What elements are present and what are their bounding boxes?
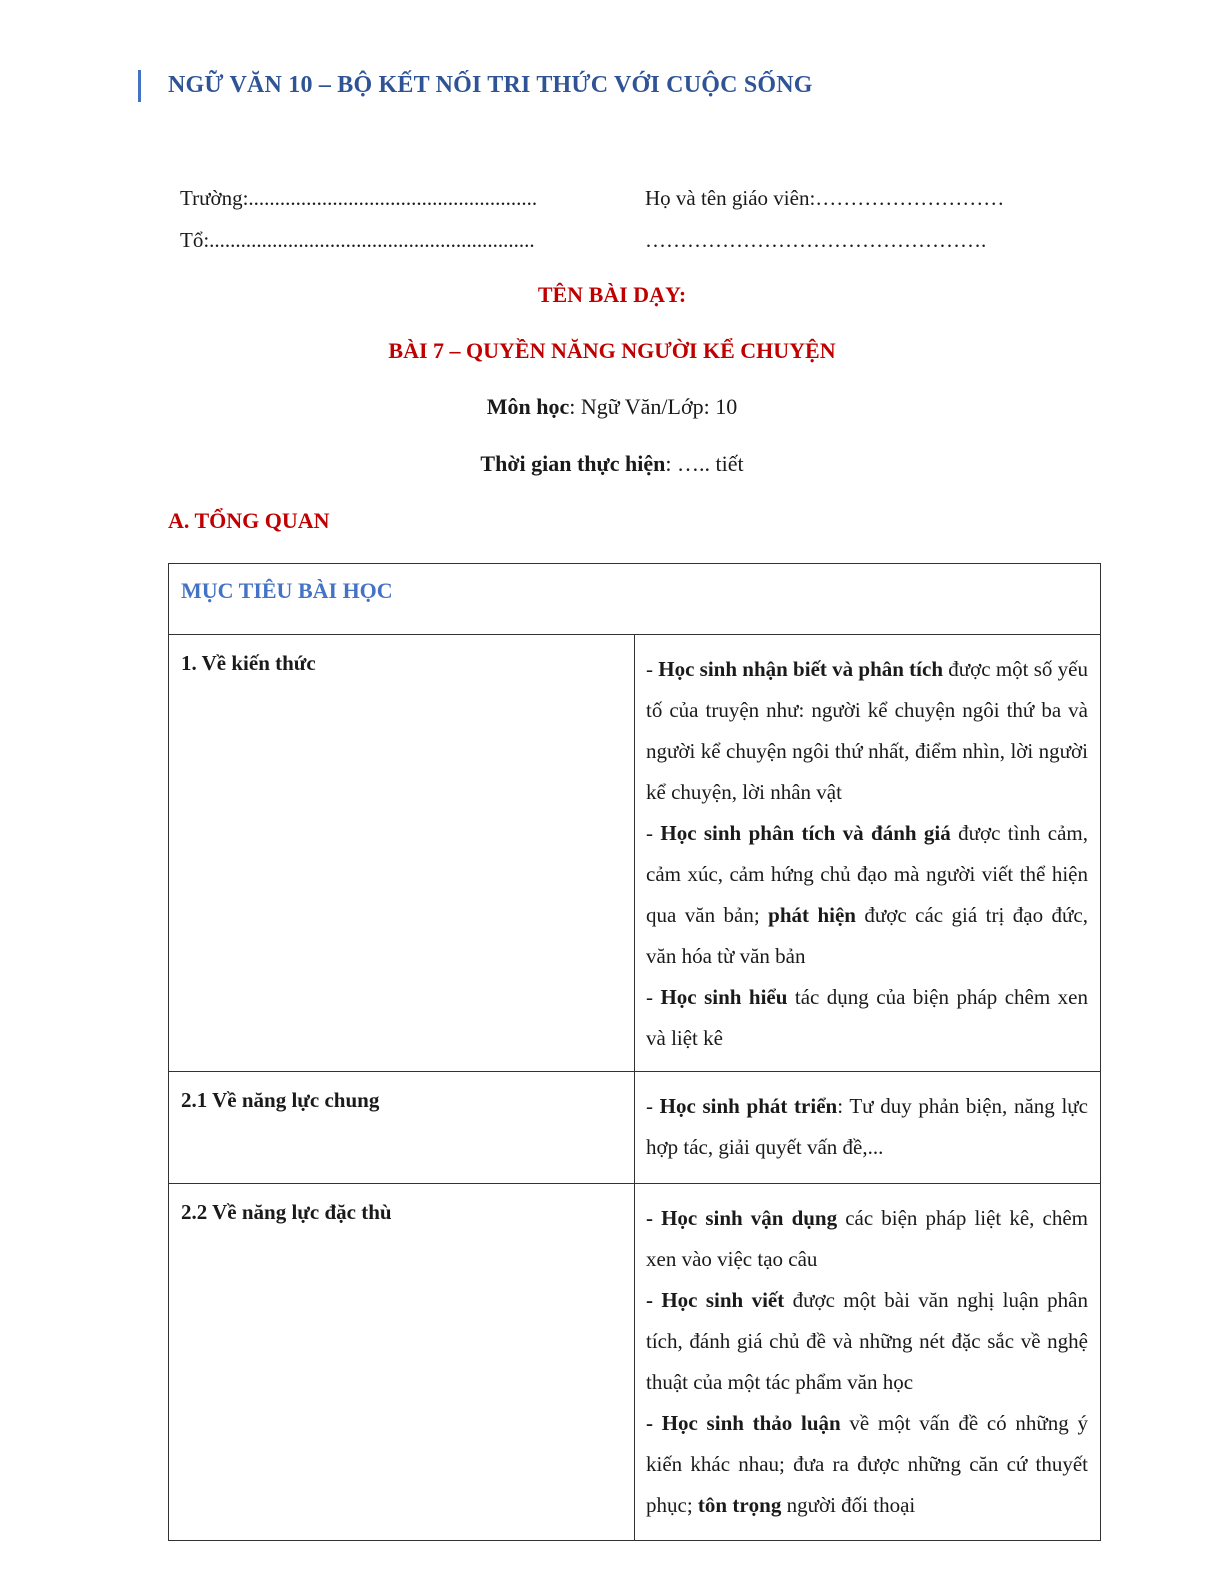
table-row bbox=[169, 1184, 1101, 1541]
bold-text: Học sinh nhận biết và phân tích bbox=[658, 657, 944, 681]
list-item bbox=[646, 1198, 1088, 1280]
body-text: được một số yếu tố của truyện như: người kể chuyện ngôi thứ ba và người kể chuyện ngôi thứ nhất, điểm nhìn, lời người kể chuyện, lời nhân vật bbox=[646, 657, 1088, 804]
objectives-table-header: MỤC TIÊU BÀI HỌC bbox=[169, 564, 1101, 635]
body-text: được tình cảm, cảm xúc, cảm hứng chủ đạo mà người viết thể hiện qua văn bản; bbox=[646, 821, 1089, 927]
list-item: - Học sinh phát triển: Tư duy phản biện, năng lực hợp tác, giải quyết vấn đề,... bbox=[646, 1094, 1088, 1159]
row-content bbox=[635, 1072, 1101, 1184]
body-text: : Tư duy phản biện, năng lực hợp tác, giải quyết vấn đề,... bbox=[646, 1094, 1088, 1159]
body-text: về một vấn đề có những ý kiến khác nhau; đưa ra được những căn cứ thuyết phục; bbox=[646, 1411, 1088, 1517]
subject-value: : Ngữ Văn/Lớp: 10 bbox=[569, 394, 738, 419]
section-a-title: A. TỔNG QUAN bbox=[168, 508, 330, 533]
list-item bbox=[646, 1403, 1088, 1526]
subject-line bbox=[0, 394, 1224, 420]
table-row bbox=[169, 635, 1101, 1072]
group-field: Tổ:.............................................................. bbox=[180, 228, 535, 252]
bold-text: tôn trọng bbox=[697, 1493, 782, 1517]
bold-text: - Học sinh vận dụng bbox=[646, 1206, 838, 1230]
body-text: các biện pháp liệt kê, chêm xen vào việc tạo câu bbox=[646, 1206, 1089, 1271]
row-label: 2.1 Về năng lực chung bbox=[169, 1072, 635, 1184]
body-text: người đối thoại bbox=[781, 1493, 916, 1517]
time-value: : ….. tiết bbox=[665, 451, 744, 476]
teacher-line2: …………………………………………. bbox=[645, 228, 987, 252]
bold-text: - Học sinh viết bbox=[646, 1288, 785, 1312]
page-header-title: NGỮ VĂN 10 – BỘ KẾT NỐI TRI THỨC VỚI CUỘC SỐNG bbox=[168, 72, 813, 98]
time-line bbox=[0, 451, 1224, 477]
header-accent-bar bbox=[138, 70, 141, 102]
row-label: 1. Về kiến thức bbox=[169, 635, 635, 1072]
body-text: tác dụng của biện pháp chêm xen và liệt kê bbox=[646, 985, 1088, 1050]
row-label: 2.2 Về năng lực đặc thù bbox=[169, 1184, 635, 1541]
bold-text: - Học sinh thảo luận bbox=[646, 1411, 841, 1435]
teacher-field: Họ và tên giáo viên:……………………… bbox=[645, 186, 1005, 210]
body-text: được một bài văn nghị luận phân tích, đánh giá chủ đề và những nét đặc sắc về nghệ thuật của một tác phẩm văn học bbox=[646, 1288, 1088, 1394]
bold-text: Học sinh phát triển bbox=[659, 1094, 838, 1118]
objectives-table bbox=[168, 563, 1101, 1541]
bold-text: Học sinh phân tích và đánh giá bbox=[660, 821, 951, 845]
subject-label: Môn học bbox=[486, 394, 570, 419]
row-content bbox=[635, 635, 1101, 1072]
lesson-label: TÊN BÀI DẠY: bbox=[537, 282, 687, 307]
list-item: - Học sinh hiểu tác dụng của biện pháp chêm xen và liệt kê bbox=[646, 985, 1088, 1050]
list-item: - Học sinh nhận biết và phân tích được một số yếu tố của truyện như: người kể chuyện ngôi thứ ba và người kể chuyện ngôi thứ nhất, điểm nhìn, lời người kể chuyện, lời nhân vật bbox=[646, 657, 1088, 804]
school-field: Trường:....................................................... bbox=[180, 186, 538, 210]
table-row bbox=[169, 1072, 1101, 1184]
list-item: - Học sinh phân tích và đánh giá được tình cảm, cảm xúc, cảm hứng chủ đạo mà người viết thể hiện qua văn bản; phát hiện được các giá trị đạo đức, văn hóa từ văn bản bbox=[646, 821, 1089, 968]
lesson-title: BÀI 7 – QUYỀN NĂNG NGƯỜI KỂ CHUYỆN bbox=[388, 338, 836, 363]
bold-text: phát hiện bbox=[768, 903, 856, 927]
row-content bbox=[635, 1184, 1101, 1541]
bold-text: Học sinh hiểu bbox=[660, 985, 788, 1009]
list-item bbox=[646, 1280, 1088, 1403]
body-text: được các giá trị đạo đức, văn hóa từ văn bản bbox=[646, 903, 1088, 968]
time-label: Thời gian thực hiện bbox=[480, 451, 666, 476]
